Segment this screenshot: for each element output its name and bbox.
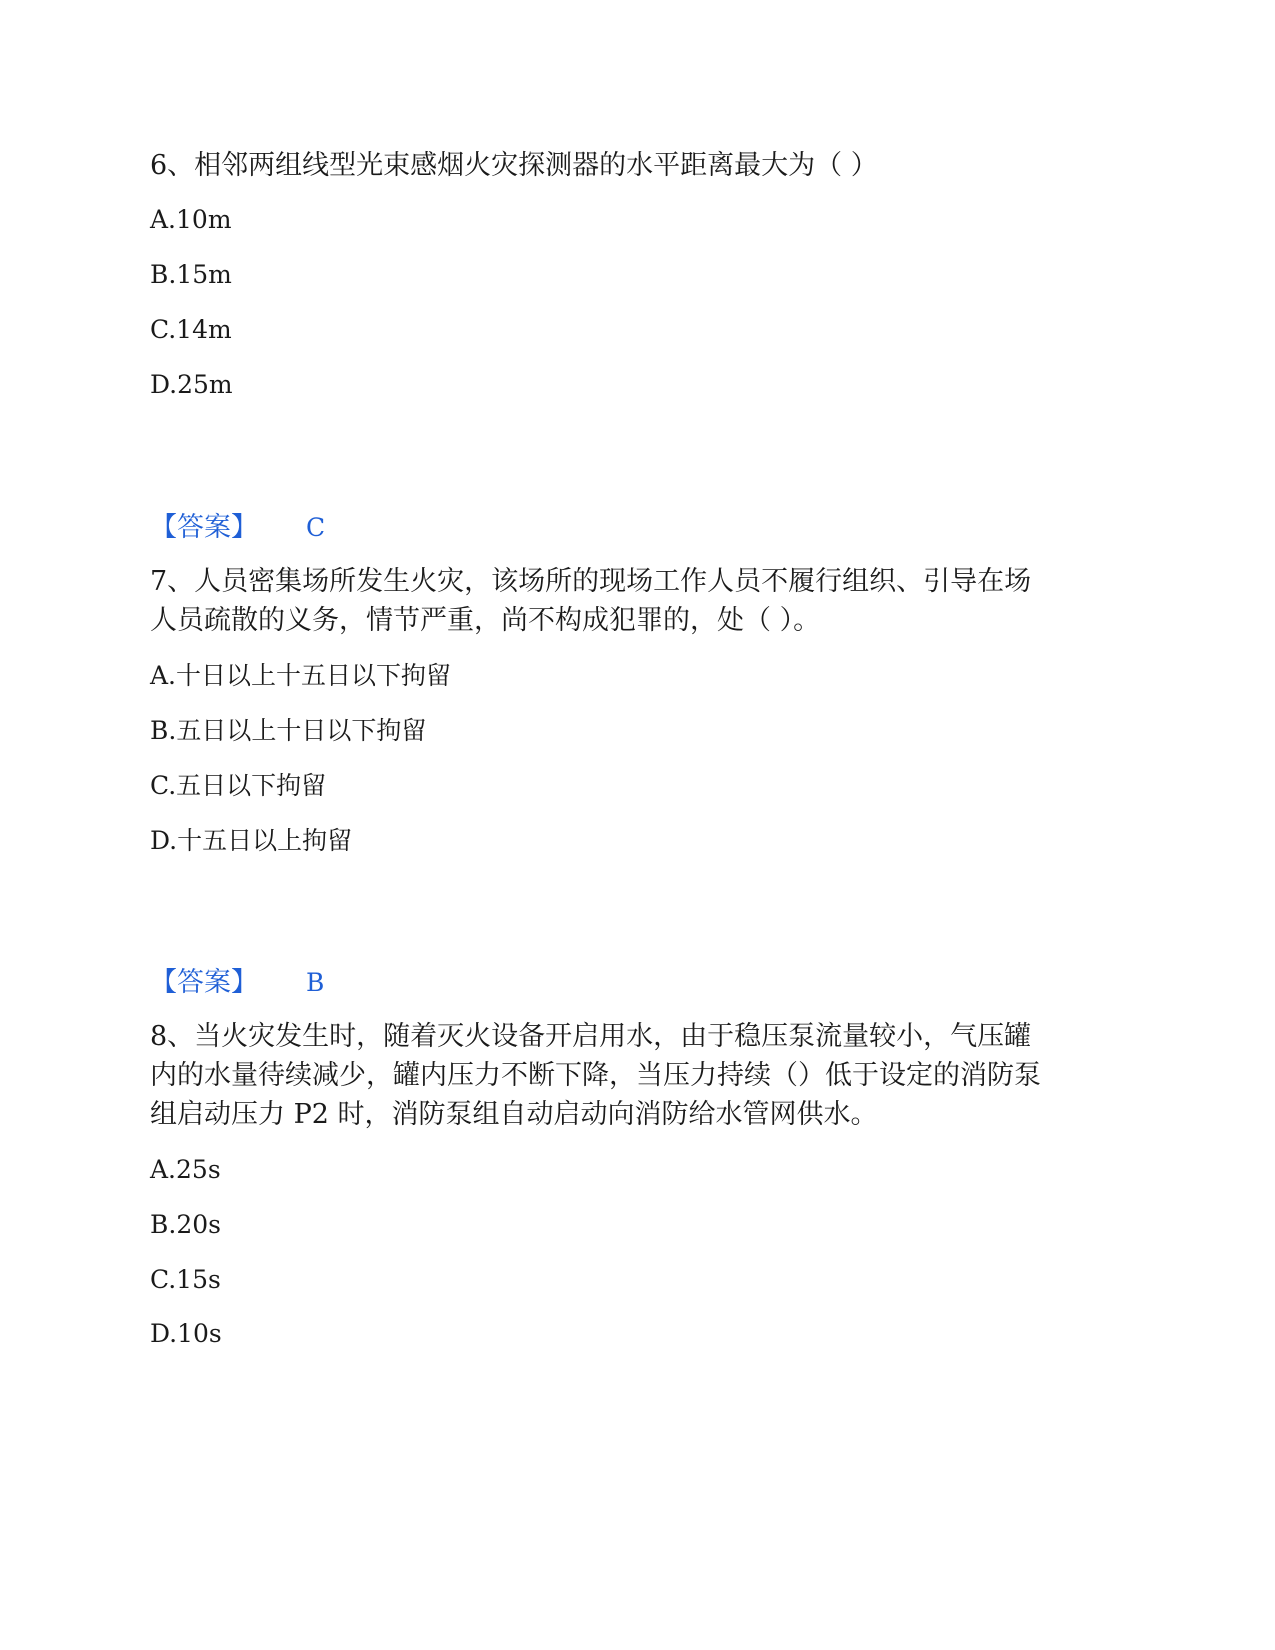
question-7-option-a: A.十日以上十五日以下拘留 xyxy=(150,661,452,690)
question-8-stem-line-2: 内的水量待续减少，罐内压力不断下降，当压力持续（）低于设定的消防泵 xyxy=(150,1060,1041,1091)
question-7-stem-line-1: 7、人员密集场所发生火灾，该场所的现场工作人员不履行组织、引导在场 xyxy=(150,566,1032,597)
question-8-option-b: B.20s xyxy=(150,1210,221,1239)
question-8-stem-line-1: 8、当火灾发生时，随着灭火设备开启用水，由于稳压泵流量较小，气压罐 xyxy=(150,1021,1032,1052)
answer-value: B xyxy=(306,968,325,997)
question-6-option-a: A.10m xyxy=(150,205,232,234)
answer-label: 【答案】 xyxy=(150,967,258,998)
answer-value: C xyxy=(306,513,326,542)
question-6-option-d: D.25m xyxy=(150,370,233,399)
question-8-option-c: C.15s xyxy=(150,1265,221,1294)
question-6-option-b: B.15m xyxy=(150,260,232,289)
question-6-answer xyxy=(150,508,325,548)
question-6-stem-line-1: 6、相邻两组线型光束感烟火灾探测器的水平距离最大为（ ） xyxy=(150,150,878,181)
question-8-option-a: A.25s xyxy=(150,1155,221,1184)
question-8-stem-line-3: 组启动压力 P2 时，消防泵组自动启动向消防给水管网供水。 xyxy=(150,1099,878,1130)
question-7-option-d: D.十五日以上拘留 xyxy=(150,826,353,855)
question-7-option-c: C.五日以下拘留 xyxy=(150,771,327,800)
answer-label: 【答案】 xyxy=(150,512,258,543)
question-6-option-c: C.14m xyxy=(150,315,232,344)
question-8-option-d: D.10s xyxy=(150,1319,222,1348)
question-7-stem-line-2: 人员疏散的义务，情节严重，尚不构成犯罪的，处（ ）。 xyxy=(150,605,821,636)
question-7-option-b: B.五日以上十日以下拘留 xyxy=(150,716,427,745)
question-7-answer xyxy=(150,963,324,1003)
